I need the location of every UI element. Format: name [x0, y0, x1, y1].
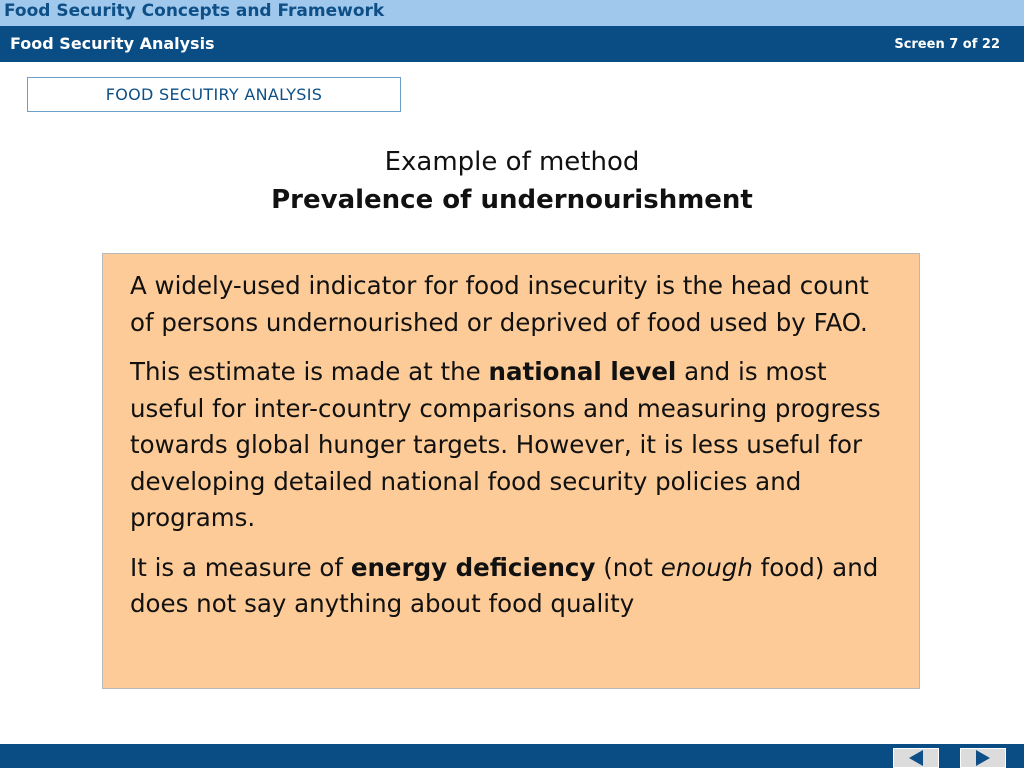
- left-triangle-icon: [909, 750, 923, 766]
- paragraph-1: A widely-used indicator for food insecurity is the head count of persons undernourished or deprived of food used by FAO.: [130, 271, 869, 337]
- course-header-bar: [0, 0, 1024, 26]
- right-triangle-icon: [976, 750, 990, 766]
- paragraph-2-text-b: and is most useful for inter-country comparisons and measuring progress towards global hunger targets. However, it is less useful for developing detailed national food security policies and programs.: [130, 357, 881, 532]
- content-panel: [102, 253, 920, 689]
- heading-subtitle: Example of method: [384, 147, 640, 177]
- module-title: Food Security Analysis: [10, 34, 215, 53]
- content-text: [130, 268, 900, 636]
- previous-screen-button[interactable]: [893, 748, 939, 768]
- paragraph-3-text-a: It is a measure of: [130, 552, 351, 582]
- paragraph-2-bold: national level: [488, 357, 677, 386]
- screen-counter: Screen 7 of 22: [894, 37, 1000, 52]
- paragraph-3-bold: energy deficiency: [350, 552, 596, 582]
- heading-title: Prevalence of undernourishment: [271, 185, 753, 215]
- paragraph-3: [130, 550, 900, 623]
- course-title: Food Security Concepts and Framework: [4, 1, 385, 21]
- section-tag: FOOD SECUTIRY ANALYSIS: [27, 77, 401, 112]
- module-header-bar: [0, 26, 1024, 62]
- paragraph-3-italic: enough: [660, 552, 753, 582]
- paragraph-3-text-b: (not: [595, 552, 661, 582]
- paragraph-2: [130, 354, 900, 537]
- next-screen-button[interactable]: [960, 748, 1006, 768]
- slide-heading: [0, 144, 1024, 220]
- footer-bar: [0, 744, 1024, 768]
- paragraph-2-text-a: This estimate is made at the: [130, 357, 489, 386]
- paragraph-3-text-c: food) and does not say anything about food quality: [130, 552, 879, 618]
